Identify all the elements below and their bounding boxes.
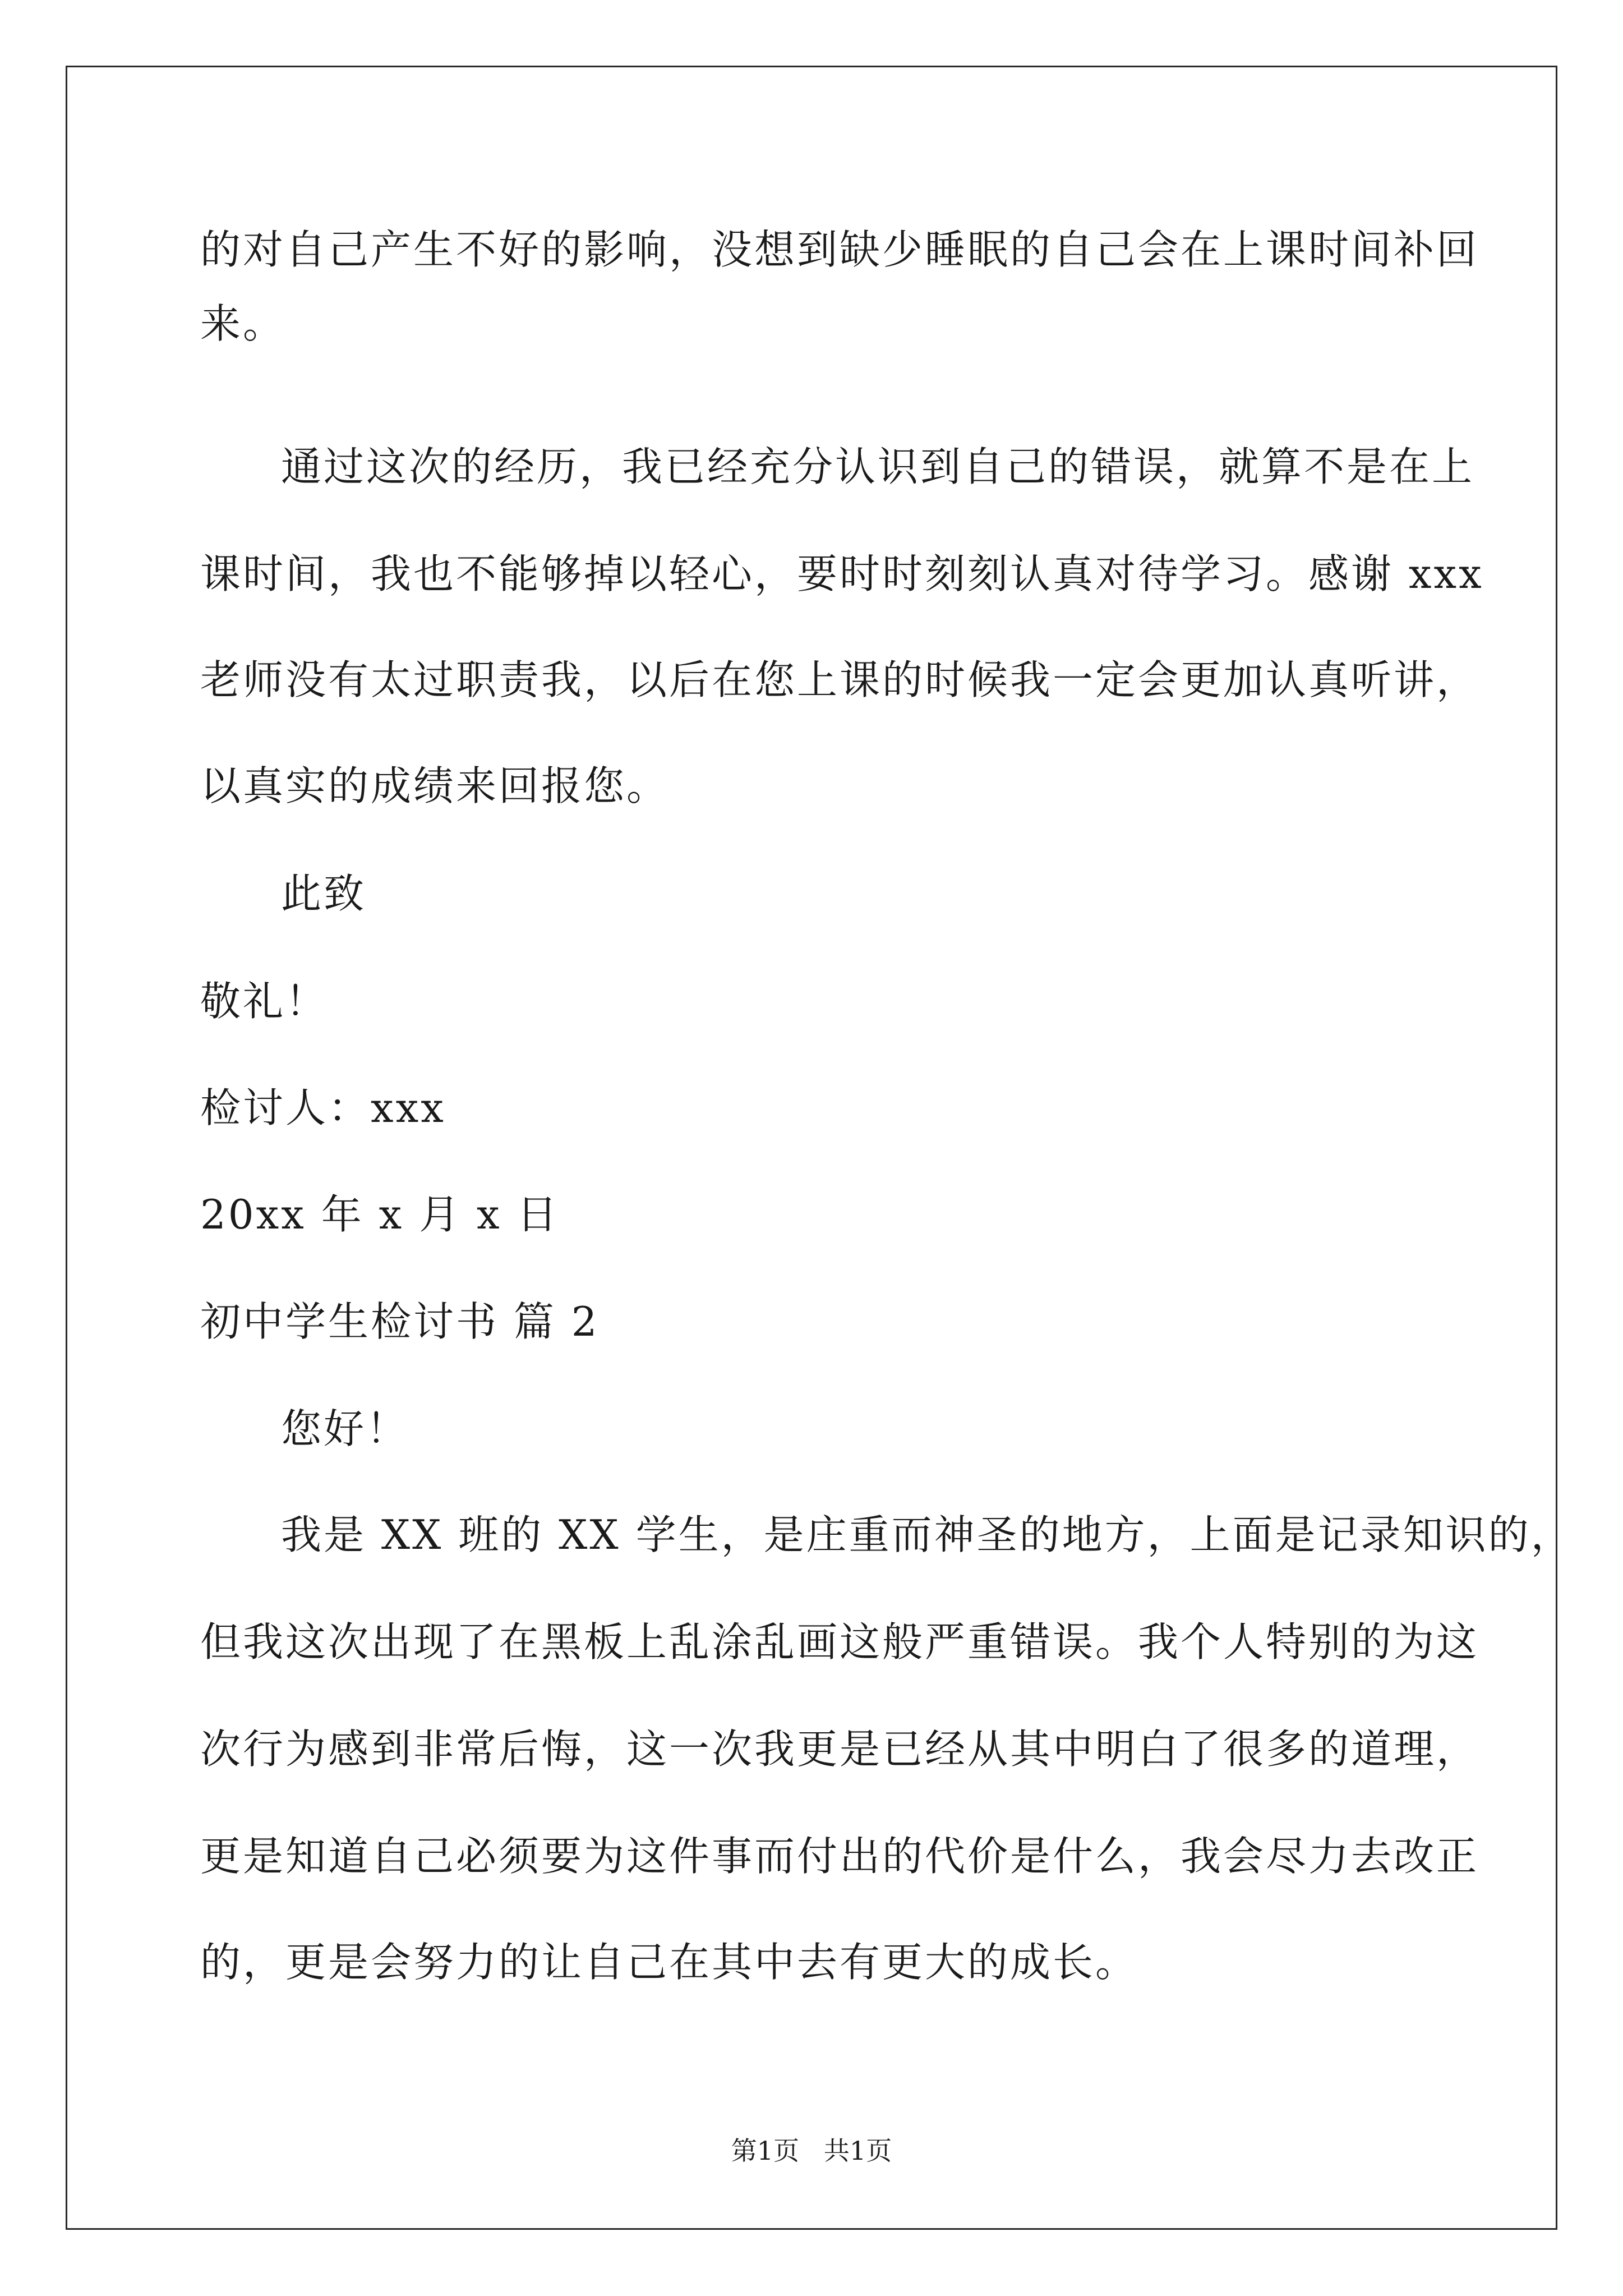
text-line: 以真实的成绩来回报您。 <box>200 762 670 809</box>
page-border <box>66 66 1557 2230</box>
text-line: 但我这次出现了在黑板上乱涂乱画这般严重错误。我个人特别的为这 <box>200 1618 1479 1665</box>
text-line: 的，更是会努力的让自己在其中去有更大的成长。 <box>200 1939 1138 1986</box>
page-number: 第1页 共1页 <box>731 2136 892 2166</box>
text-line: 来。 <box>200 300 286 347</box>
text-line: 的对自己产生不好的影响，没想到缺少睡眠的自己会在上课时间补回 <box>200 226 1479 273</box>
signature: 检讨人：xxx <box>200 1084 446 1131</box>
paragraph-start: 通过这次的经历，我已经充分认识到自己的错误，就算不是在上 <box>281 443 1475 490</box>
text-line: 更是知道自己必须要为这件事而付出的代价是什么，我会尽力去改正 <box>200 1833 1479 1880</box>
text-line: 老师没有太过职责我，以后在您上课的时候我一定会更加认真听讲， <box>200 656 1479 703</box>
date: 20xx 年 x 月 x 日 <box>200 1191 560 1238</box>
section-title: 初中学生检讨书 篇 2 <box>200 1298 600 1345</box>
closing-salutation: 此致 <box>281 870 367 917</box>
paragraph-start: 我是 XX 班的 XX 学生，是庄重而神圣的地方，上面是记录知识的， <box>281 1511 1574 1558</box>
closing-regards: 敬礼！ <box>200 978 329 1025</box>
text-line: 课时间，我也不能够掉以轻心，要时时刻刻认真对待学习。感谢 xxx <box>200 550 1484 597</box>
greeting: 您好！ <box>281 1405 409 1452</box>
text-line: 次行为感到非常后悔，这一次我更是已经从其中明白了很多的道理， <box>200 1726 1479 1773</box>
